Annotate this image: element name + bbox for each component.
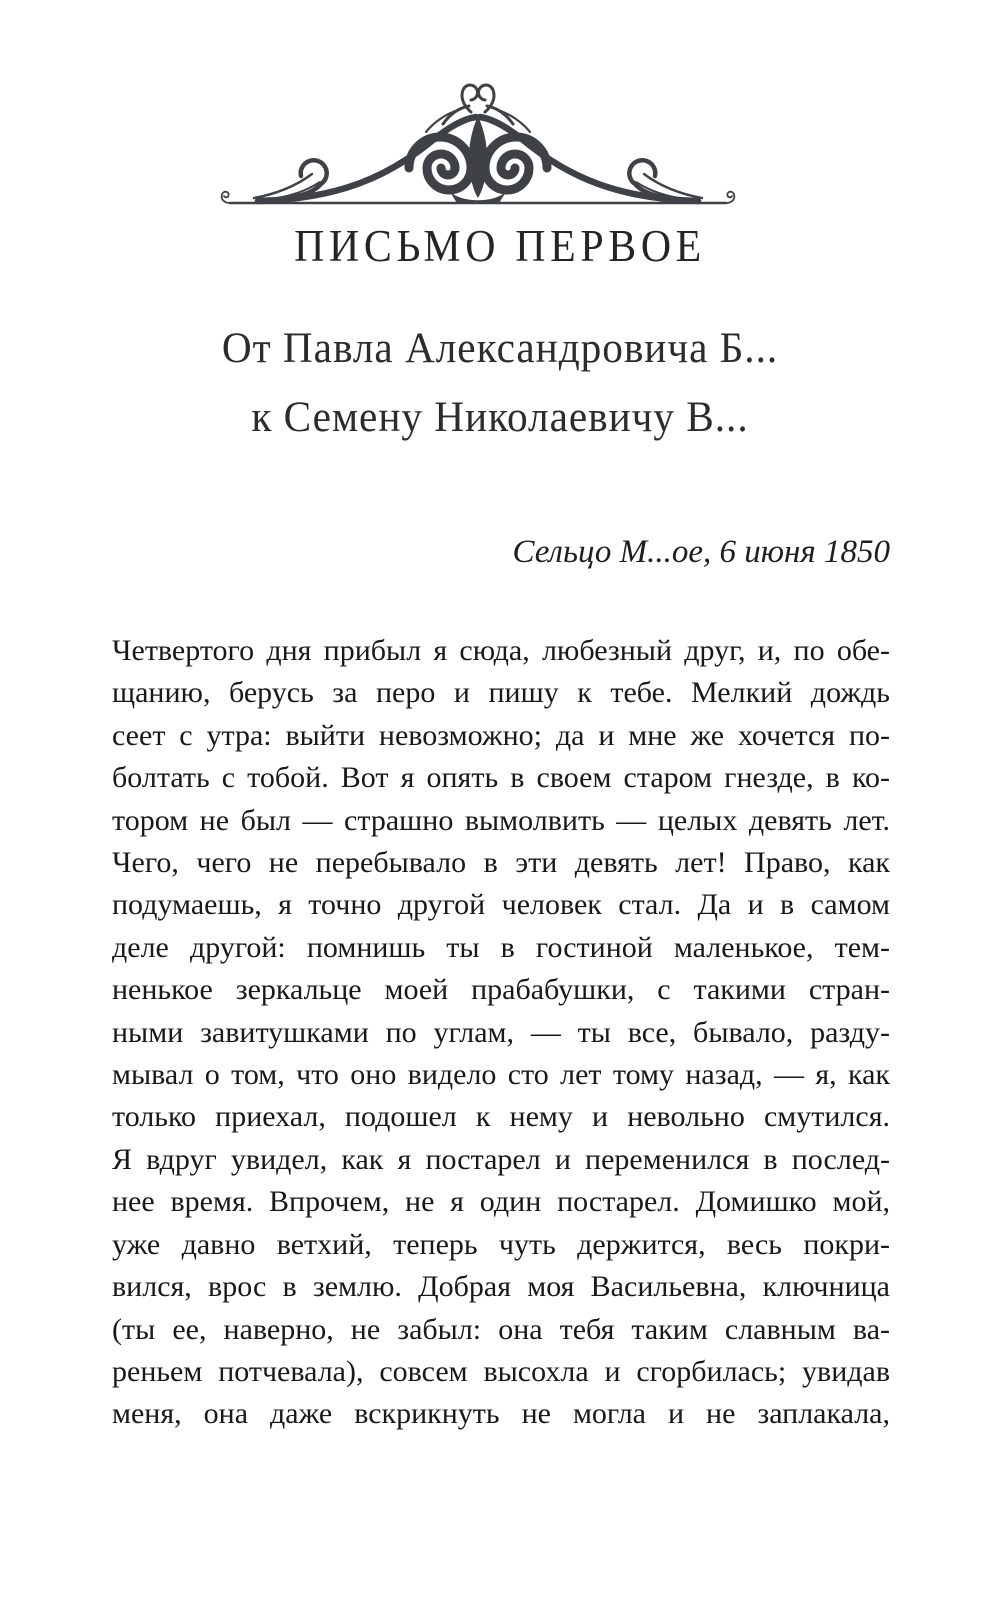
- body-line: ными завитушками по углам, — ты все, бывало, разду-: [112, 1015, 890, 1049]
- subtitle-line: к Семену Николаевичу В...: [251, 394, 749, 441]
- body-line: нее время. Впрочем, не я один постарел. Домишко мой,: [112, 1185, 890, 1219]
- body-line: Я вдруг увидел, как я постарел и переменился в послед-: [112, 1142, 890, 1176]
- body-line: ненькое зеркальце моей прабабушки, с такими стран-: [112, 973, 890, 1007]
- flourish-divider-icon: [218, 72, 738, 212]
- body-line: сеет с утра: выйти невозможно; да и мне же хочется по-: [112, 718, 890, 752]
- page-title: ПИСЬМО ПЕРВОЕ: [294, 221, 706, 271]
- body-line: Четвертого дня прибыл я сюда, любезный друг, и, по обе-: [112, 634, 890, 667]
- body-line: реньем потчевала), совсем высохла и сгорбилась; увидав: [112, 1354, 890, 1388]
- body-line: щанию, берусь за перо и пишу к тебе. Мелкий дождь: [112, 676, 890, 710]
- body-line: Чего, чего не перебывало в эти девять лет! Право, как: [112, 846, 890, 880]
- body-line: деле другой: помнишь ты в гостиной маленькое, тем-: [112, 930, 890, 964]
- body-line: (ты ее, наверно, не забыл: она тебя таким славным ва-: [112, 1312, 890, 1346]
- body-line: вился, врос в землю. Добрая моя Васильевна, ключница: [112, 1270, 890, 1304]
- body-line: мывал о том, что оно видело сто лет тому назад, — я, как: [112, 1058, 890, 1092]
- body-line: только приехал, подошел к нему и невольно смутился.: [112, 1100, 890, 1134]
- body-line: болтать с тобой. Вот я опять в своем старом гнезде, в ко-: [112, 761, 890, 795]
- body-line: уже давно ветхий, теперь чуть держится, весь покри-: [112, 1227, 890, 1261]
- body-line: тором не был — страшно вымолвить — целых девять лет.: [112, 803, 890, 837]
- subtitle-line: От Павла Александровича Б...: [221, 325, 779, 372]
- body-line: подумаешь, я точно другой человек стал. Да и в самом: [112, 888, 890, 922]
- letter-dateline: Сельцо М...ое, 6 июня 1850: [512, 534, 890, 570]
- letter-subtitle: [20, 314, 980, 452]
- letter-body: [112, 630, 890, 1436]
- body-line: меня, она даже вскрикнуть не могла и не заплакала,: [112, 1397, 890, 1431]
